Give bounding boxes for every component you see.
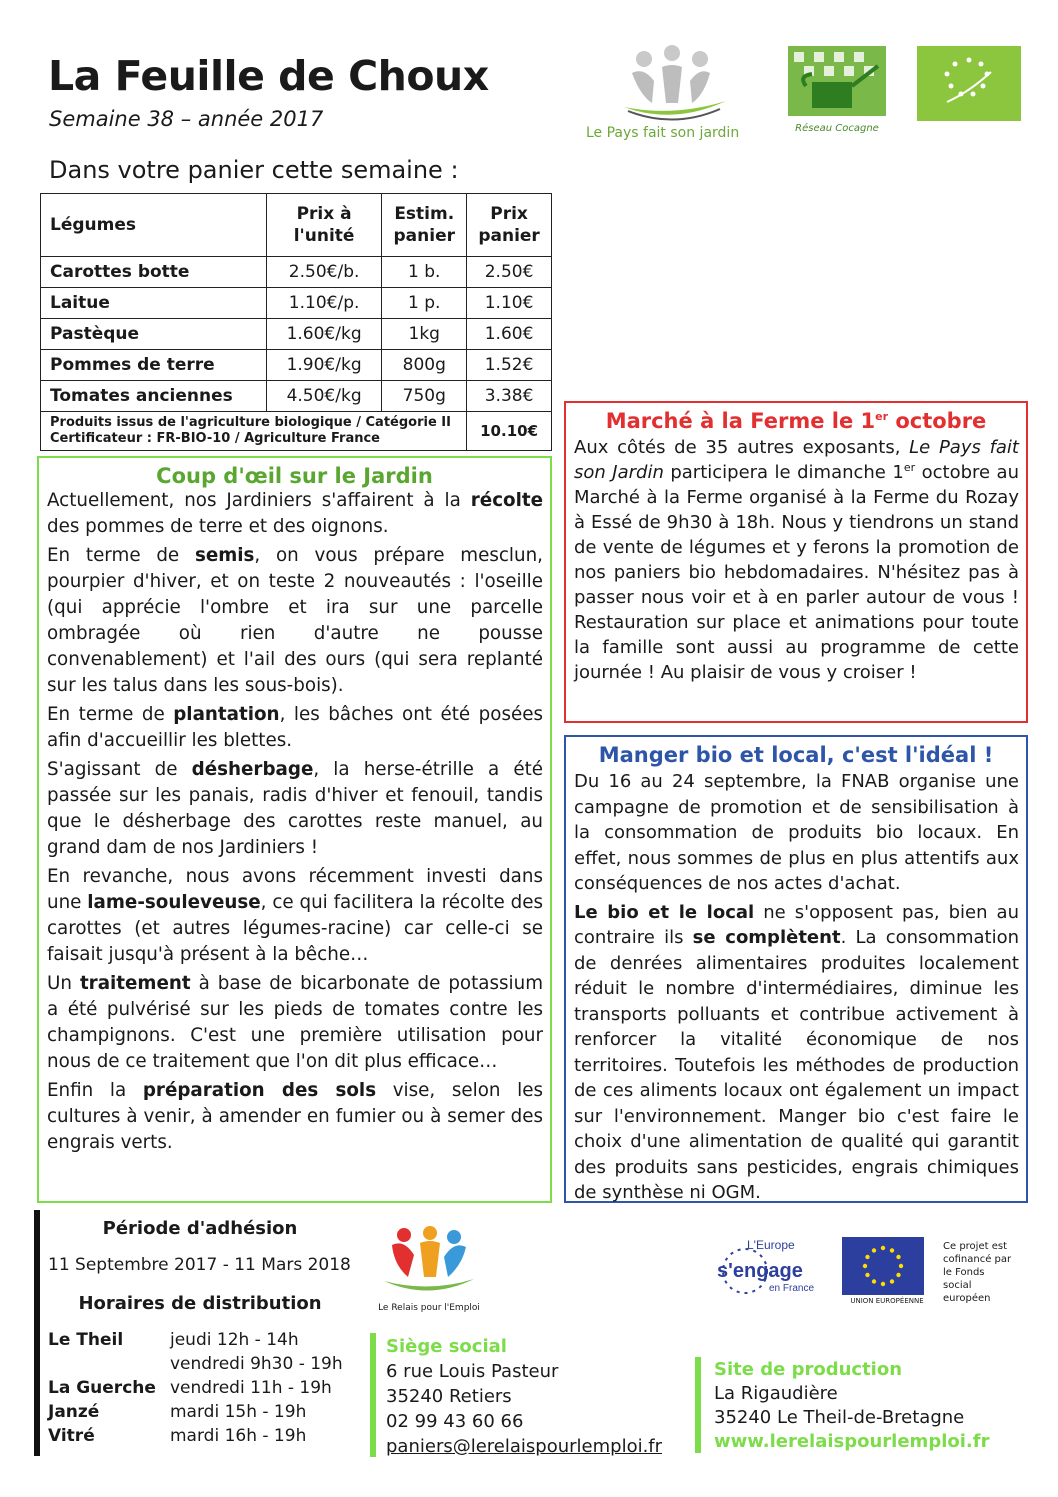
head-office-email-link[interactable]: paniers@lerelaispourlemploi.fr (386, 1436, 663, 1457)
col-header-unit-price: Prix à l'unité (266, 194, 381, 257)
membership-period-title: Période d'adhésion (102, 1218, 298, 1239)
estimate: 750g (382, 381, 467, 412)
production-site-address-1: La Rigaudière (714, 1383, 838, 1404)
table-row (41, 350, 552, 381)
garden-paragraph: En terme de plantation, les bâches ont été posées afin d'accueillir les blettes. (47, 704, 543, 751)
eat-organic-body (566, 769, 1026, 1206)
estimate: 1 b. (382, 257, 467, 288)
page-subtitle: Semaine 38 – année 2017 (49, 107, 324, 131)
table-header-row (41, 194, 552, 257)
fse-cofunding-note: Ce projet est cofinancé par le Fonds social européen (943, 1241, 1012, 1304)
production-site-address-2: 35240 Le Theil-de-Bretagne (714, 1407, 965, 1428)
garden-paragraph: Un traitement à base de bicarbonate de potassium a été pulvérisé sur les pieds de tomates contre les champignons. C'est une première utilisation pour nous de ce traitement que l'on dit plus efficace… (47, 973, 544, 1072)
bio-paragraph: Du 16 au 24 septembre, la FNAB organise une campagne de promotion et de sensibilisation à la consommation de produits bio locaux. En effet, nous sommes de plus en plus attentifs aux conséquences de nos actes d'achat. (574, 771, 1019, 894)
relais-pour-emploi-logo (374, 1225, 484, 1320)
unit-price: 4.50€/kg (266, 381, 381, 412)
vegetable-name: Pommes de terre (41, 350, 267, 381)
footer-divider (34, 1210, 40, 1456)
head-office-address-1: 6 rue Louis Pasteur (386, 1361, 559, 1382)
garden-news-title: Coup d'œil sur le Jardin (156, 464, 433, 488)
table-row (41, 257, 552, 288)
reseau-cocagne-logo (788, 46, 886, 146)
col-header-vegetables: Légumes (41, 194, 267, 257)
unit-price: 1.60€/kg (266, 319, 381, 350)
pays-fait-son-jardin-logo (586, 45, 756, 150)
unit-price: 2.50€/b. (266, 257, 381, 288)
head-office-block (386, 1334, 662, 1459)
basket-table (40, 193, 552, 451)
eat-organic-local-box (564, 735, 1028, 1203)
garden-paragraph: Enfin la préparation des sols vise, selon les cultures à venir, à amender en fumier ou à semer des engrais verts. (47, 1080, 543, 1153)
table-row (41, 381, 552, 412)
farm-market-body: Aux côtés de 35 autres exposants, Le Pays fait son Jardin participera le dimanche 1er octobre au Marché à la Ferme organisé à la Ferme du Rozay à Essé de 9h30 à 18h. Nous y tiendrons un stand de vente de légumes et y ferons la promotion de nos paniers bio hebdomadaires. N'hésitez pas à passer nous voir et à en parler autour de vous ! Restauration sur place et animations pour toute la famille sont aussi au programme de cette journée ! Au plaisir de vous y croiser ! (574, 437, 1020, 683)
basket-price: 3.38€ (467, 381, 552, 412)
svg-text:en France: en France (769, 1283, 815, 1294)
svg-text:L'Europe: L'Europe (747, 1238, 795, 1252)
head-office-phone: 02 99 43 60 66 (386, 1411, 524, 1432)
basket-price: 1.10€ (467, 288, 552, 319)
table-row (41, 288, 552, 319)
siege-divider (370, 1333, 376, 1457)
page-title: La Feuille de Choux (48, 52, 489, 100)
col-header-basket-price: Prix panier (467, 194, 552, 257)
website-link[interactable]: www.lerelaispourlemploi.fr (714, 1431, 990, 1452)
eu-caption: UNION EUROPÉENNE (850, 1297, 924, 1305)
estimate: 800g (382, 350, 467, 381)
bio-paragraph: Le bio et le local ne s'opposent pas, bien au contraire ils se complètent. La consommation de denrées alimentaires produites localement réduit le nombre d'intermédiaires, diminue les transports polluants et contribue activement à renforcer la vitalité économique de nos territoires. Toutefois les méthodes de production de ces aliments locaux ont également un impact sur l'environnement. Manger bio c'est faire le choix d'une alimentation de qualité qui garantit des produits sans pesticides, engrais chimiques de synthèse ni OGM. (574, 901, 1019, 1203)
schedule-row: Janzé mardi 15h - 19h (48, 1402, 307, 1422)
schedule-row: Le Theil jeudi 12h - 14h (48, 1330, 299, 1350)
schedule-row: Vitré mardi 16h - 19h (48, 1426, 307, 1446)
estimate: 1kg (382, 319, 467, 350)
eat-organic-title: Manger bio et local, c'est l'idéal ! (598, 743, 994, 767)
membership-period-dates: 11 Septembre 2017 - 11 Mars 2018 (48, 1255, 351, 1275)
certification-line-2: Certificateur : FR-BIO-10 / Agriculture France (50, 431, 380, 446)
eu-flag-logo (842, 1237, 924, 1295)
head-office-address-2: 35240 Retiers (386, 1386, 512, 1407)
basket-price: 2.50€ (467, 257, 552, 288)
site-divider (695, 1357, 701, 1453)
table-row (41, 319, 552, 350)
garden-news-body (39, 488, 550, 1156)
basket-heading: Dans votre panier cette semaine : (49, 156, 459, 184)
cocagne-logo-caption: Réseau Cocagne (795, 123, 879, 134)
production-site-title: Site de production (714, 1359, 903, 1380)
unit-price: 1.10€/p. (266, 288, 381, 319)
vegetable-name: Pastèque (41, 319, 267, 350)
schedule-row: vendredi 9h30 - 19h (170, 1354, 343, 1374)
garden-paragraph: Actuellement, nos Jardiniers s'affairent à la récolte des pommes de terre et des oignons. (47, 490, 543, 537)
certification-line-1: Produits issus de l'agriculture biologique / Catégorie II (50, 415, 451, 430)
basket-total: 10.10€ (467, 412, 552, 451)
vegetable-name: Laitue (41, 288, 267, 319)
col-header-estimate: Estim. panier (382, 194, 467, 257)
head-office-title: Siège social (386, 1336, 507, 1357)
unit-price: 1.90€/kg (266, 350, 381, 381)
vegetable-name: Tomates anciennes (41, 381, 267, 412)
basket-price: 1.60€ (467, 319, 552, 350)
garden-news-box (37, 456, 552, 1203)
garden-paragraph: En terme de semis, on vous prépare mesclun, pourpier d'hiver, et on teste 2 nouveautés : l'oseille (qui apprécie l'ombre et ira sur une parcelle ombragée où rien d'autre ne pousse convenablement) et l'ail des ours (qui sera replanté sur les talus dans les sous-bois). (47, 545, 543, 696)
certification-note (41, 412, 467, 451)
distribution-hours-title: Horaires de distribution (78, 1293, 322, 1314)
production-site-block (714, 1358, 989, 1454)
basket-price: 1.52€ (467, 350, 552, 381)
europe-engage-logo (707, 1237, 822, 1305)
relais-logo-caption: Le Relais pour l'Emploi (378, 1303, 480, 1313)
garden-paragraph: S'agissant de désherbage, la herse-étrille a été passée sur les panais, radis d'hiver et fenouil, tandis que le désherbage des carottes reste manuel, au grand dam de nos Jardiniers ! (47, 759, 543, 858)
svg-text:s'engage: s'engage (717, 1260, 803, 1282)
pays-logo-caption: Le Pays fait son jardin (586, 125, 740, 141)
farm-market-title: Marché à la Ferme le 1er octobre (605, 409, 987, 433)
vegetable-name: Carottes botte (41, 257, 267, 288)
farm-market-box (564, 401, 1028, 723)
distribution-schedule (48, 1328, 368, 1448)
schedule-row: La Guerche vendredi 11h - 19h (48, 1378, 332, 1398)
eu-organic-leaf-logo (917, 46, 1021, 121)
estimate: 1 p. (382, 288, 467, 319)
garden-paragraph: En revanche, nous avons récemment investi dans une lame-souleveuse, ce qui facilitera la récolte des carottes (et autres légumes-racine) car celle-ci se faisait jusqu'à présent à la bêche… (47, 866, 543, 965)
table-footer-row (41, 412, 552, 451)
